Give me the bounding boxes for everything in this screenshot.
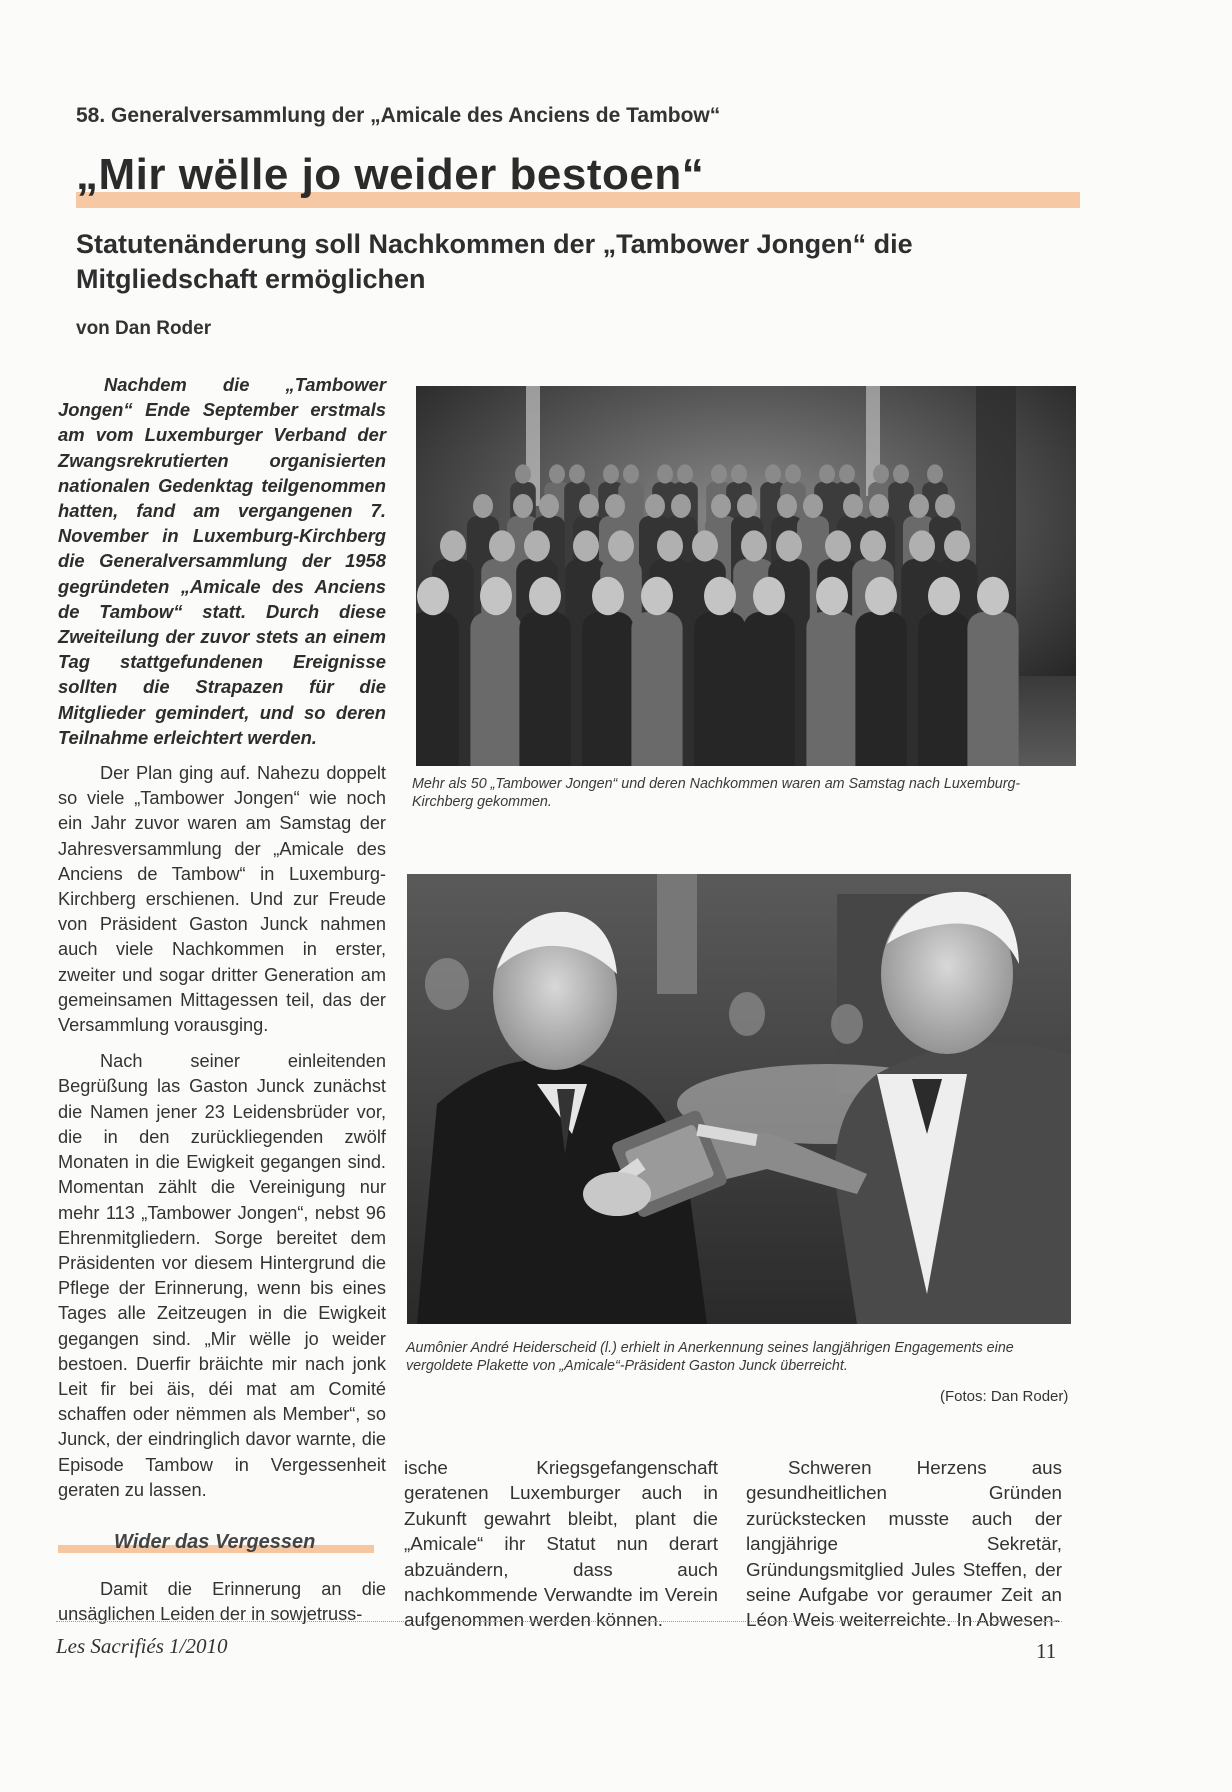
- crowd-person-body: [416, 612, 459, 766]
- middle-column: [404, 1455, 718, 1633]
- crowd-person-head: [893, 464, 909, 483]
- left-column: [58, 372, 386, 1627]
- page-number: 11: [1036, 1639, 1057, 1663]
- crowd-person-head: [513, 494, 533, 518]
- crowd-person-head: [657, 464, 673, 483]
- crowd-person-head: [741, 530, 767, 561]
- crowd-person-head: [711, 494, 731, 518]
- award-photo-caption: Aumônier André Heiderscheid (l.) erhielt in Anerkennung seines langjährigen Engagements eine vergoldete Plakette von „Amicale“-Präsident Gaston Junck überreicht.: [406, 1340, 1014, 1374]
- crowd-person-head: [569, 464, 585, 483]
- crowd-person-head: [677, 464, 693, 483]
- award-photo: [407, 874, 1071, 1324]
- footer-divider: [56, 1621, 1062, 1622]
- article-title: „Mir wëlle jo weider bestoen“: [76, 150, 705, 199]
- crowd-person-head: [843, 494, 863, 518]
- crowd-person-head: [605, 494, 625, 518]
- crowd-person-head: [935, 494, 955, 518]
- crowd-person-head: [865, 577, 897, 615]
- crowd-person-head: [592, 577, 624, 615]
- crowd-person-head: [711, 464, 727, 483]
- crowd-person-head: [873, 464, 889, 483]
- crowd-person-head: [704, 577, 736, 615]
- crowd-person-head: [671, 494, 691, 518]
- crowd-person-head: [819, 464, 835, 483]
- body-paragraph-3: Damit die Erinnerung an die unsäglichen Leiden der in sowjetruss-: [58, 1578, 386, 1625]
- crowd-person-head: [869, 494, 889, 518]
- crowd-person-head: [515, 464, 531, 483]
- body-paragraph-3-continued: ische Kriegsgefangenschaft geratenen Luxemburger auch in Zukunft gewahrt bleibt, plant die „Amicale“ ihr Statut nun derart abzuändern, dass auch nachkommende Verwandte im Verein aufgenommen werden können.: [404, 1457, 718, 1631]
- crowd-person-body: [582, 612, 633, 766]
- crowd-person-head: [928, 577, 960, 615]
- crowd-person-head: [839, 464, 855, 483]
- group-photo: [416, 386, 1076, 766]
- crowd-person-body: [470, 612, 521, 766]
- crowd-person-head: [573, 530, 599, 561]
- body-paragraph-1: Der Plan ging auf. Nahezu doppelt so viele „Tambower Jongen“ wie noch ein Jahr zuvor waren am Samstag der Jahresversammlung der „Amicale des Anciens de Tambow“ in Luxemburg-Kirchberg erschienen. Und zur Freude von Präsident Gaston Junck nahmen auch viele Nachkommen in erster, zweiter und sogar dritter Generation am gemeinsamen Mittagessen teil, das der Versammlung vorausging.: [58, 763, 386, 1036]
- crowd-person-head: [816, 577, 848, 615]
- crowd-person-head: [825, 530, 851, 561]
- body-paragraph-2: Nach seiner einleitenden Begrüßung las Gaston Junck zunächst die Namen jener 23 Leidensbrüder vor, die in den zurückliegenden zwölf Monaten in die Ewigkeit gegangen sind. Momentan zählt die Vereinigung nur mehr 113 „Tambower Jongen“, nebst 96 Ehrenmitgliedern. Sorge bereitet dem Präsidenten vor diesem Hintergrund die Pflege der Erinnerung, wenn bis eines Tages alle Zeitzeugen in die Ewigkeit gegangen sind. „Mir wëlle jo weider bestoen. Duerfir bräichte mir nach jonk Leit fir bei äis, déi mat am Comité schaffen oder nëmmen als Member“, so Junck, der eindringlich davor warnte, die Episode Tambow in Vergessenheit geraten zu lassen.: [58, 1051, 386, 1500]
- crowd-person-head: [524, 530, 550, 561]
- crowd-person-head: [529, 577, 561, 615]
- body-paragraph-4: Schweren Herzens aus gesundheitlichen Gründen zurückstecken musste auch der langjährige Sekretär, Gründungsmitglied Jules Steffen, der seine Aufgabe vor geraumer Zeit an Léon Weis weiterreichte. In Abwesen-: [746, 1457, 1062, 1631]
- crowd-person-head: [737, 494, 757, 518]
- article-byline: von Dan Roder: [76, 318, 212, 339]
- crowd-person-head: [641, 577, 673, 615]
- crowd-person-head: [785, 464, 801, 483]
- crowd-person-head: [944, 530, 970, 561]
- crowd-person-head: [776, 530, 802, 561]
- crowd-person-body: [743, 612, 794, 766]
- crowd-person-head: [539, 494, 559, 518]
- crowd-person-head: [860, 530, 886, 561]
- crowd-person-head: [692, 530, 718, 561]
- group-photo-caption: Mehr als 50 „Tambower Jongen“ und deren Nachkommen waren am Samstag nach Luxemburg-Kirchberg gekommen.: [412, 776, 1021, 810]
- crowd-person-head: [623, 464, 639, 483]
- crowd-person-head: [765, 464, 781, 483]
- crowd-person-head: [977, 577, 1009, 615]
- crowd-person-head: [603, 464, 619, 483]
- crowd-person-head: [440, 530, 466, 561]
- lead-paragraph: Nachdem die „Tambower Jongen“ Ende September erstmals am vom Luxemburger Verband der Zwangsrekrutierten organisierten nationalen Gedenktag teilgenommen hatten, fand am vergangenen 7. November in Luxemburg-Kirchberg die Generalversammlung der 1958 gegründeten „Amicale des Anciens de Tambow“ statt. Durch diese Zweiteilung der zuvor stets an einem Tag stattgefundenen Ereignisse sollten die Strapazen für die Mitglieder gemindert, und so deren Teilnahme erleichtert werden.: [58, 374, 386, 748]
- crowd-person-head: [417, 577, 449, 615]
- crowd-person-head: [645, 494, 665, 518]
- crowd-person-head: [777, 494, 797, 518]
- crowd-person-head: [909, 494, 929, 518]
- crowd-person-body: [694, 612, 745, 766]
- section-heading-text: Wider das Vergessen: [114, 1530, 316, 1553]
- crowd-person-head: [657, 530, 683, 561]
- crowd-person-body: [806, 612, 857, 766]
- crowd-person-head: [753, 577, 785, 615]
- crowd-person-head: [909, 530, 935, 561]
- crowd-person-head: [549, 464, 565, 483]
- article-subtitle: Statutenänderung soll Nachkommen der „Tambower Jongen“ die Mitgliedschaft ermöglichen: [76, 229, 913, 294]
- photo-credit: (Fotos: Dan Roder): [940, 1388, 1069, 1405]
- crowd-person-body: [519, 612, 570, 766]
- crowd-person-head: [927, 464, 943, 483]
- crowd-person-head: [473, 494, 493, 518]
- section-heading: [58, 1527, 386, 1561]
- crowd-person-body: [918, 612, 969, 766]
- crowd-person-body: [967, 612, 1018, 766]
- crowd-person-body: [855, 612, 906, 766]
- crowd-person-head: [803, 494, 823, 518]
- crowd-person-head: [731, 464, 747, 483]
- crowd-person-head: [480, 577, 512, 615]
- footer-publication: Les Sacrifiés 1/2010: [56, 1634, 228, 1658]
- crowd-person-head: [489, 530, 515, 561]
- crowd-person-body: [631, 612, 682, 766]
- right-column: [746, 1455, 1062, 1633]
- article-kicker: 58. Generalversammlung der „Amicale des Anciens de Tambow“: [76, 104, 721, 127]
- crowd-person-head: [579, 494, 599, 518]
- crowd-person-head: [608, 530, 634, 561]
